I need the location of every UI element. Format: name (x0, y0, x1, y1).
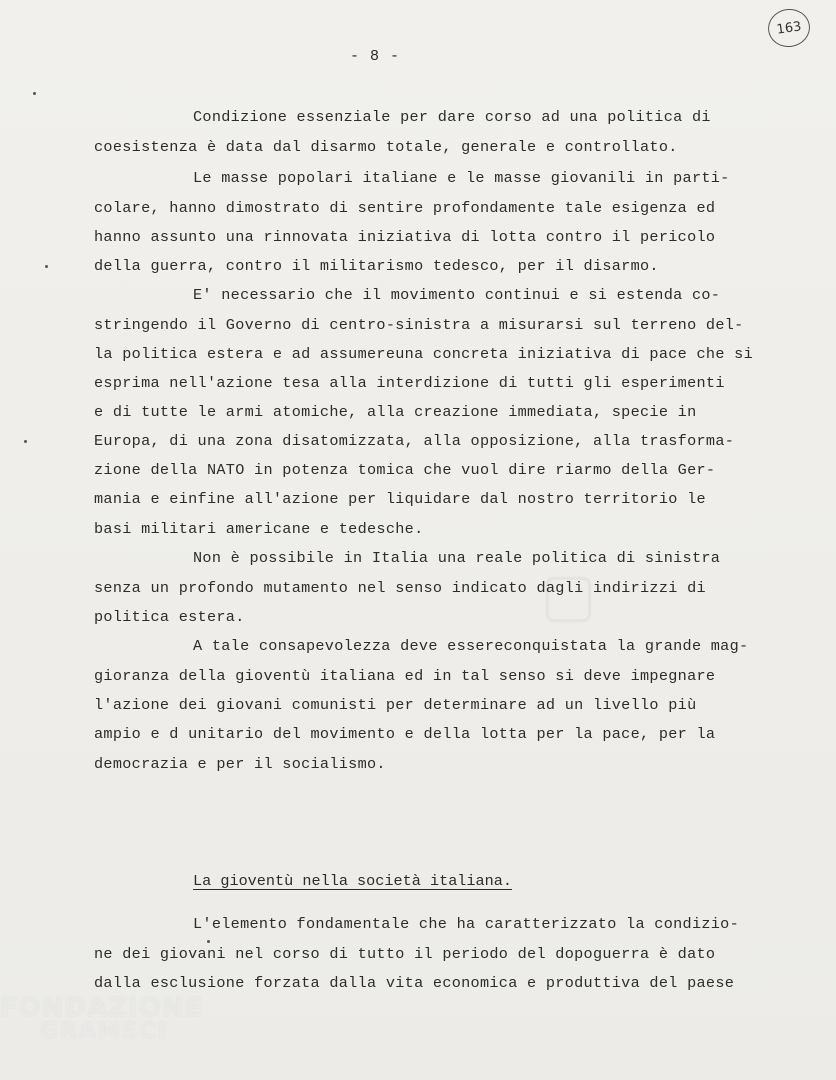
text-line: dalla esclusione forzata dalla vita economica e produttiva del paese (94, 974, 735, 992)
text-line: Non è possibile in Italia una reale politica di sinistra (193, 549, 721, 567)
text-line: colare, hanno dimostrato di sentire profondamente tale esigenza ed (94, 199, 716, 217)
text-line: gioranza della gioventù italiana ed in tal senso si deve impegnare (94, 667, 716, 685)
watermark-line-2: GRAMSCI (40, 1019, 169, 1044)
scan-speck (207, 940, 210, 943)
text-line: stringendo il Governo di centro-sinistra a misurarsi sul terreno del- (94, 316, 744, 334)
text-line: senza un profondo mutamento nel senso indicato dagli indirizzi di (94, 579, 706, 597)
archive-number-stamp: 163 (766, 6, 813, 49)
fondazione-gramsci-watermark (0, 995, 203, 1043)
text-line: e di tutte le armi atomiche, alla creazione immediata, specie in (94, 403, 697, 421)
text-line: Condizione essenziale per dare corso ad una politica di (193, 108, 711, 126)
watermark-line-1: FONDAZIONE (0, 993, 204, 1023)
text-line: hanno assunto una rinnovata iniziativa di lotta contro il pericolo (94, 228, 716, 246)
scan-speck (24, 440, 27, 443)
text-line: l'azione dei giovani comunisti per determinare ad un livello più (94, 696, 697, 714)
section-heading: La gioventù nella società italiana. (193, 872, 512, 890)
text-line: democrazia e per il socialismo. (94, 755, 386, 773)
text-line: della guerra, contro il militarismo tedesco, per il disarmo. (94, 257, 659, 275)
text-line: ne dei giovani nel corso di tutto il periodo del dopoguerra è dato (94, 945, 716, 963)
page-number: - 8 - (350, 48, 401, 65)
text-line: L'elemento fondamentale che ha caratterizzato la condizio- (193, 915, 740, 933)
text-line: coesistenza è data dal disarmo totale, generale e controllato. (94, 138, 678, 156)
text-line: esprima nell'azione tesa alla interdizione di tutti gli esperimenti (94, 374, 725, 392)
scan-speck (45, 265, 48, 268)
text-line: Europa, di una zona disatomizzata, alla opposizione, alla trasforma- (94, 432, 735, 450)
scan-speck (33, 92, 36, 95)
text-line: la politica estera e ad assumereuna concreta iniziativa di pace che si (94, 345, 753, 363)
text-line: Le masse popolari italiane e le masse giovanili in parti- (193, 169, 730, 187)
text-line: ampio e d unitario del movimento e della lotta per la pace, per la (94, 725, 716, 743)
text-line: zione della NATO in potenza tomica che vuol dire riarmo della Ger- (94, 461, 716, 479)
text-line: A tale consapevolezza deve essereconquistata la grande mag- (193, 637, 749, 655)
text-line: politica estera. (94, 608, 245, 626)
text-line: mania e einfine all'azione per liquidare dal nostro territorio le (94, 490, 706, 508)
text-line: E' necessario che il movimento continui e si estenda co- (193, 286, 721, 304)
text-line: basi militari americane e tedesche. (94, 520, 424, 538)
